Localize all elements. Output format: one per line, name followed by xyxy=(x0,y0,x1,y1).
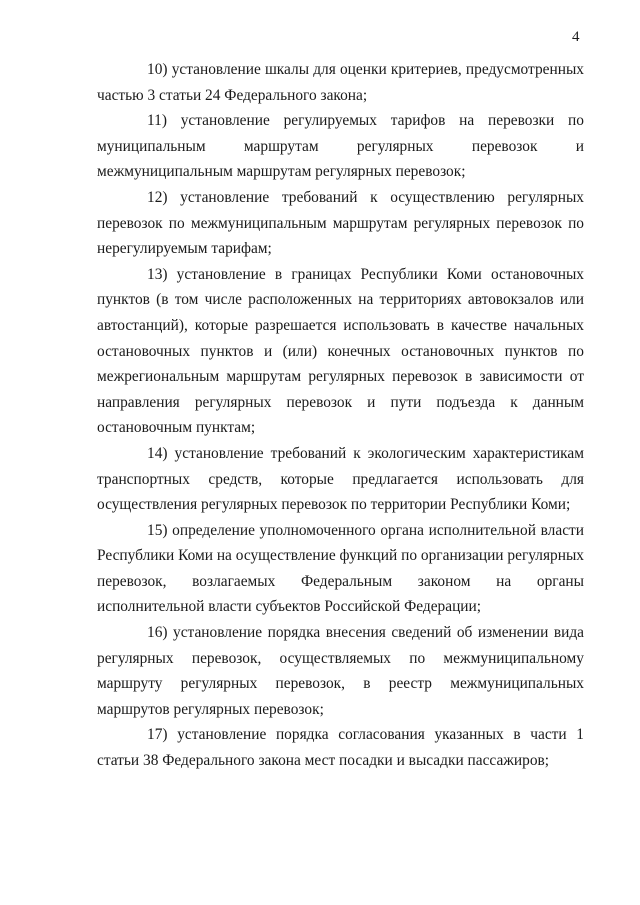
list-item-17: 17) установление порядка согласования указанных в части 1 статьи 38 Федерального закона мест посадки и высадки пассажиров; xyxy=(97,726,584,770)
list-item-13: 13) установление в границах Республики Коми остановочных пунктов (в том числе расположенных на территориях автовокзалов или автостанций), которые разрешается использовать в качестве начальных остановочных пунктов и (или) конечных остановочных пунктов по межрегиональным маршрутам регулярных перевозок в зависимости от направления регулярных перевозок и пути подъезда к данным остановочным пунктам; xyxy=(97,265,584,437)
list-item-14: 14) установление требований к экологическим характеристикам транспортных средств, которые предлагается использовать для осуществления регулярных перевозок по территории Республики Коми; xyxy=(97,444,584,514)
page-number: 4 xyxy=(572,29,580,45)
document-body xyxy=(97,57,584,774)
list-item-10: 10) установление шкалы для оценки критериев, предусмотренных частью 3 статьи 24 Федерального закона; xyxy=(97,61,584,104)
list-item-11: 11) установление регулируемых тарифов на перевозки по муниципальным маршрутам регулярных перевозок и межмуниципальным маршрутам регулярных перевозок; xyxy=(97,112,584,181)
list-item-15: 15) определение уполномоченного органа исполнительной власти Республики Коми на осуществление функций по организации регулярных перевозок, возлагаемых Федеральным законом на органы исполнительной власти субъектов Российской Федерации; xyxy=(97,521,584,616)
list-item-12: 12) установление требований к осуществлению регулярных перевозок по межмуниципальным маршрутам регулярных перевозок по нерегулируемым тарифам; xyxy=(97,188,584,258)
list-item-16: 16) установление порядка внесения сведений об изменении вида регулярных перевозок, осуществляемых по межмуниципальному маршруту регулярных перевозок, в реестр межмуниципальных маршрутов регулярных перевозок; xyxy=(97,624,584,718)
